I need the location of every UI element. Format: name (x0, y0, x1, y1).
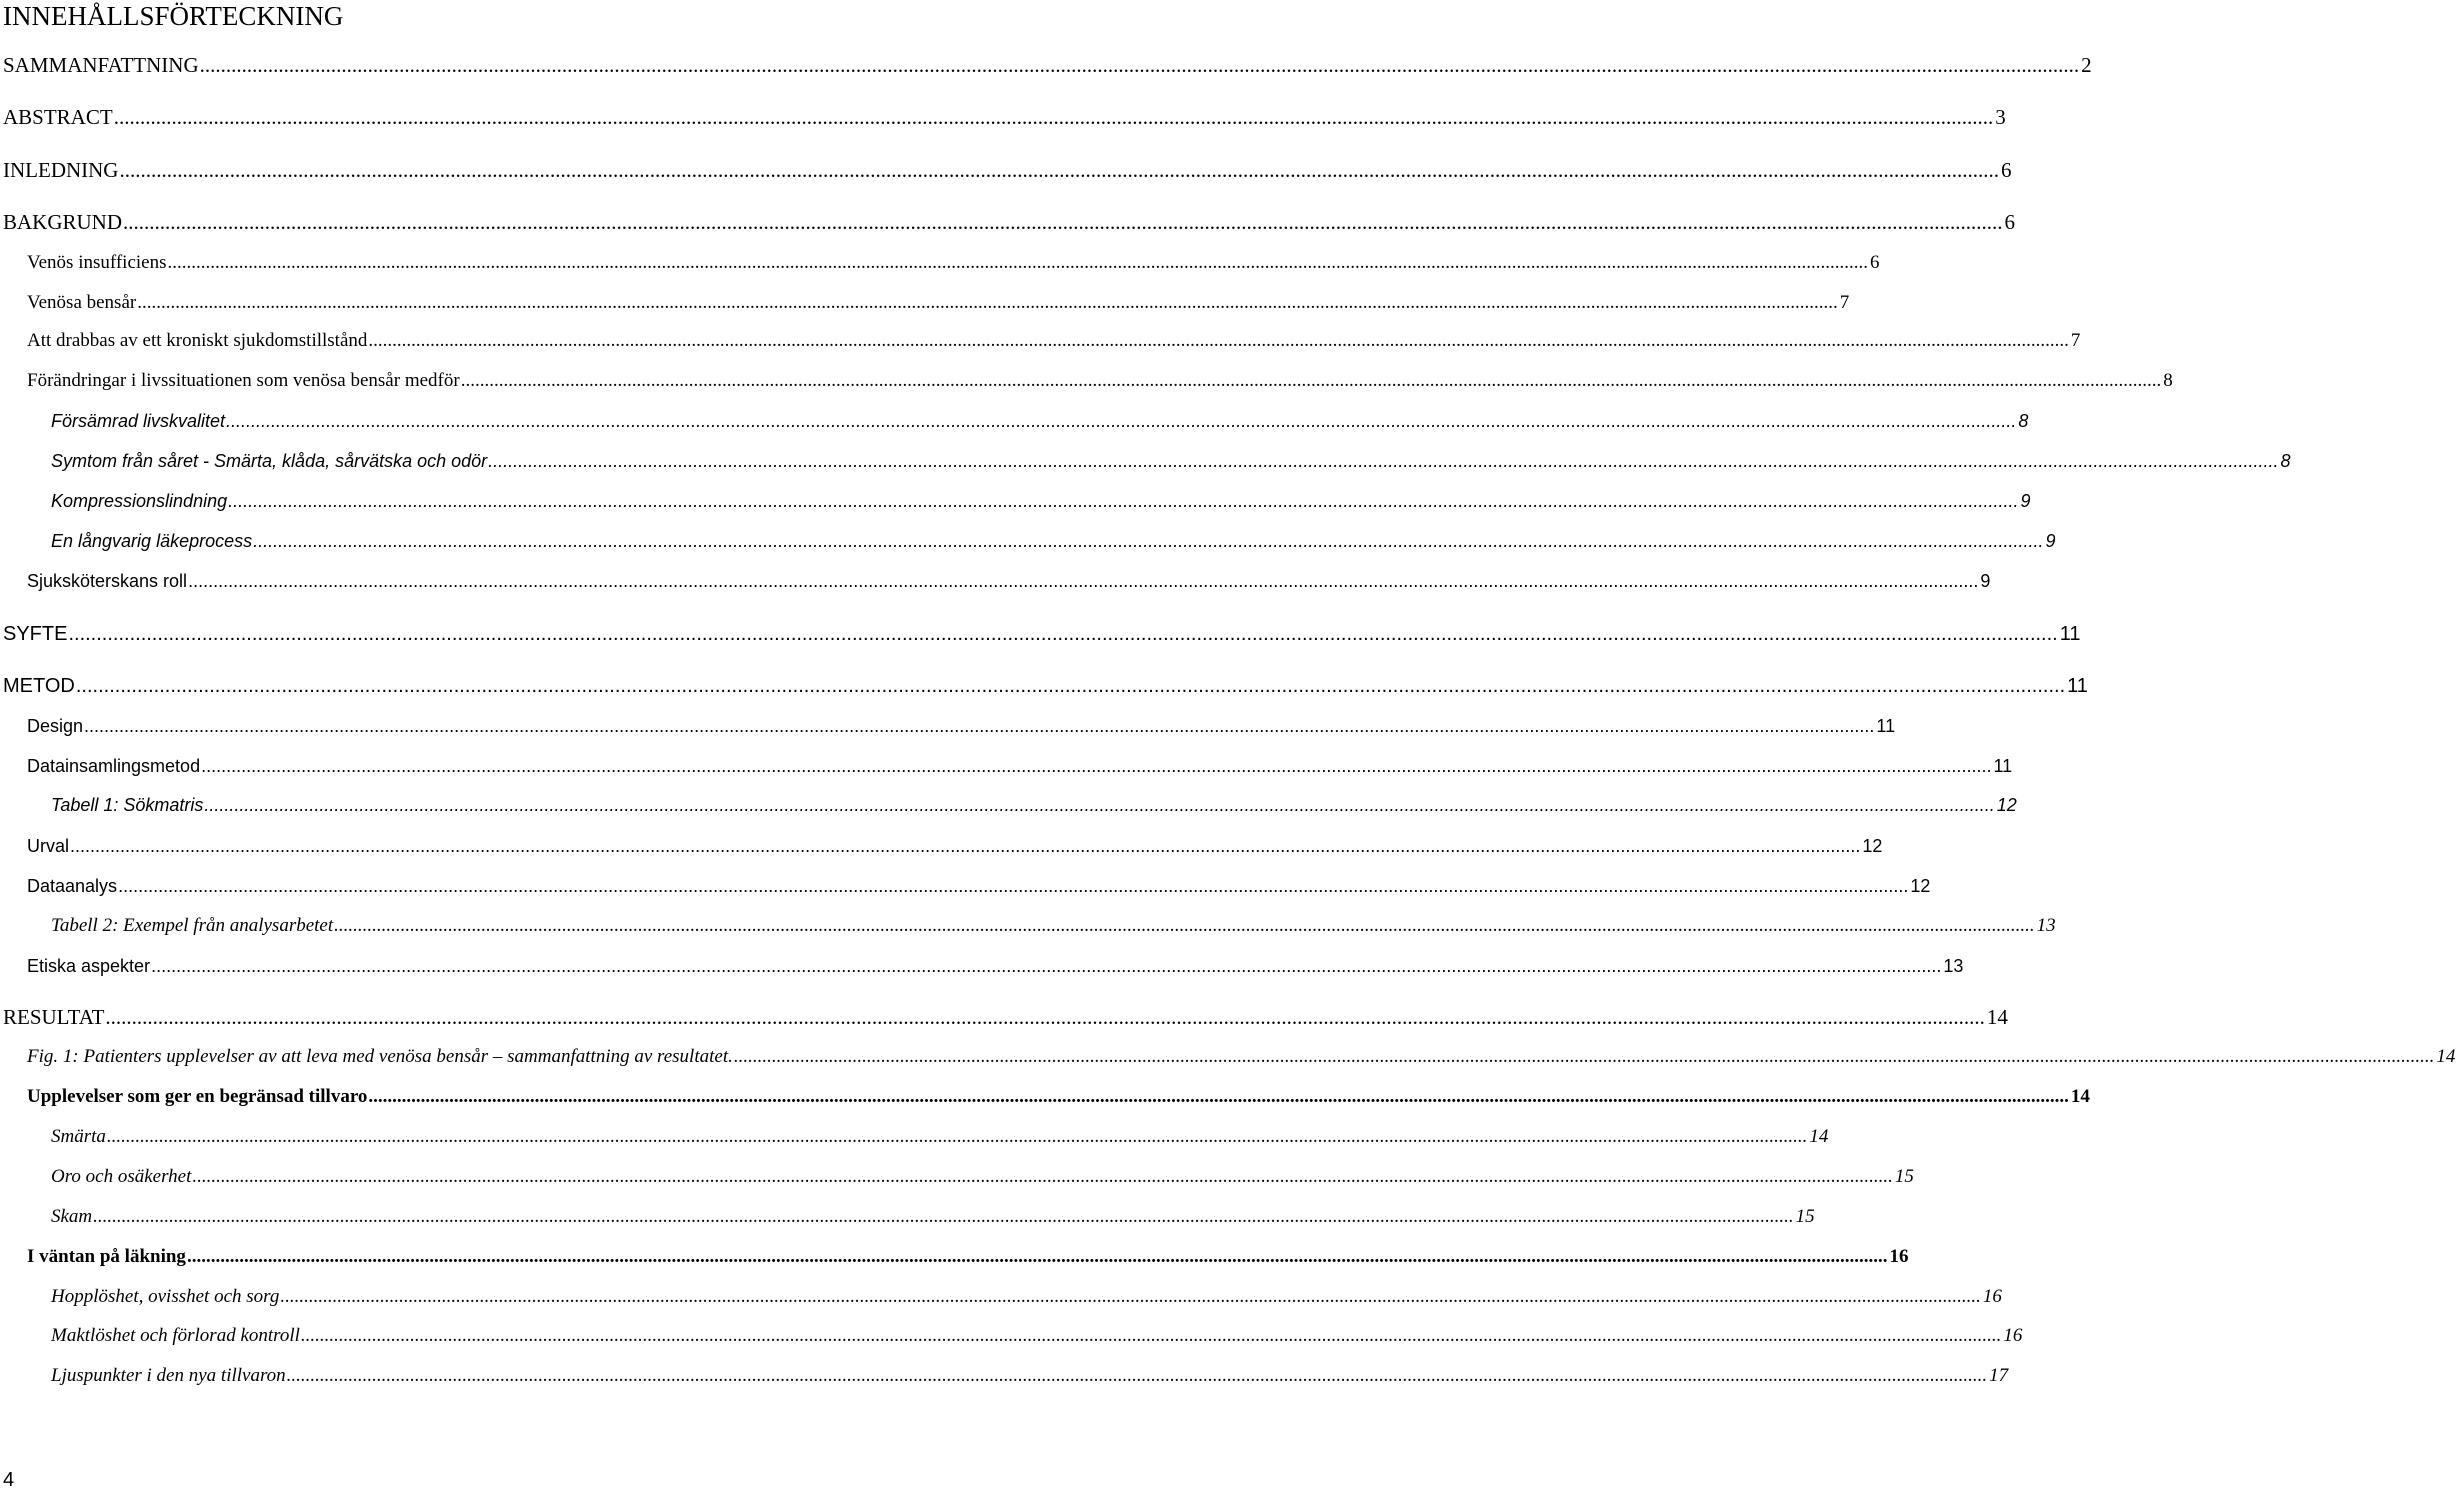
toc-page-number: 17 (1989, 1365, 2009, 1386)
toc-entry-label: METOD (3, 675, 75, 697)
dot-leader (118, 873, 1908, 899)
toc-entry-label: INLEDNING (3, 158, 119, 182)
toc-entry[interactable] (0, 1363, 2009, 1389)
dot-leader (368, 328, 2069, 354)
dot-leader (188, 568, 1978, 594)
toc-page-number: 15 (1894, 1166, 1914, 1187)
toc-entry[interactable] (0, 913, 2056, 939)
dot-leader (76, 673, 2065, 699)
toc-entry[interactable] (0, 328, 2081, 354)
toc-entry-label: Hopplöshet, ovisshet och sorg (51, 1286, 280, 1307)
toc-page-number: 14 (2070, 1086, 2090, 1107)
toc-page-number: 11 (2059, 623, 2081, 645)
toc-entry[interactable] (0, 290, 1850, 316)
toc-page-number: 16 (2003, 1325, 2023, 1346)
toc-page-number: 12 (1862, 836, 1883, 856)
dot-leader (192, 1164, 1893, 1190)
toc-entry[interactable] (0, 209, 2016, 235)
toc-entry-label: ABSTRACT (3, 105, 113, 129)
toc-entry-label: Ljuspunkter i den nya tillvaron (51, 1365, 286, 1386)
toc-page-number: 11 (2067, 675, 2088, 697)
toc-entry-label: I väntan på läkning (27, 1246, 186, 1267)
dot-leader (105, 1004, 1985, 1030)
dot-leader (137, 290, 1838, 316)
toc-page-number: 12 (1910, 876, 1931, 896)
toc-entry-label: RESULTAT (3, 1005, 105, 1029)
toc-page-number: 11 (1993, 756, 2013, 776)
toc-entry-label: Etiska aspekter (27, 956, 151, 976)
toc-entry[interactable] (0, 448, 2291, 474)
toc-page-number: 14 (1986, 1005, 2008, 1029)
toc-entry-label: Smärta (51, 1126, 106, 1147)
toc-entry-label: Venösa bensår (27, 292, 137, 313)
toc-page-number: 15 (1795, 1206, 1815, 1227)
toc-entry[interactable] (0, 528, 2056, 554)
toc-page-number: 6 (1870, 252, 1880, 273)
dot-leader (287, 1363, 1988, 1389)
toc-page-number: 9 (1980, 571, 1991, 591)
toc-page-number: 9 (2045, 531, 2056, 551)
toc-page-number: 7 (1839, 292, 1850, 313)
toc-page-number: 13 (1943, 956, 1964, 976)
toc-entry[interactable] (0, 104, 2006, 130)
toc-entry[interactable] (0, 1044, 2456, 1070)
toc-page-number: 2 (2081, 53, 2092, 77)
toc-entry[interactable] (0, 1124, 1829, 1150)
toc-entry-label: Kompressionslindning (51, 491, 228, 511)
toc-entry[interactable] (0, 713, 1896, 739)
toc-entry-label: Symtom från såret - Smärta, klåda, sårvätska och odör (51, 451, 488, 471)
toc-page-number: 8 (2018, 411, 2029, 431)
dot-leader (70, 833, 1860, 859)
toc-entry-label: SAMMANFATTNING (3, 53, 199, 77)
toc-entry-label: SYFTE (3, 623, 68, 645)
dot-leader (461, 368, 2162, 394)
toc-entry-label: Tabell 2: Exempel från analysarbetet (51, 915, 334, 936)
toc-entry[interactable] (0, 488, 2031, 514)
dot-leader (151, 953, 1941, 979)
toc-entry[interactable] (0, 1084, 2090, 1110)
dot-leader (93, 1204, 1794, 1230)
toc-page-number: 9 (2020, 491, 2031, 511)
dot-leader (280, 1284, 1981, 1310)
dot-leader (200, 52, 2080, 78)
toc-page-number: 8 (2280, 451, 2291, 471)
toc-entry[interactable] (0, 1323, 2023, 1349)
toc-entry[interactable] (0, 792, 2017, 818)
dot-leader (84, 713, 1874, 739)
dot-leader (201, 753, 1991, 779)
toc-entry[interactable] (0, 250, 1880, 276)
toc-page-number: 16 (1889, 1246, 1909, 1267)
dot-leader (301, 1323, 2002, 1349)
dot-leader (226, 408, 2016, 434)
toc-page-number: 6 (2000, 158, 2012, 182)
toc-entry-label: Design (27, 716, 84, 736)
toc-page-number: 13 (2036, 915, 2056, 936)
toc-entry[interactable] (0, 1164, 1914, 1190)
dot-leader (334, 913, 2035, 939)
page-number: 4 (3, 1469, 15, 1491)
toc-entry-label: Fig. 1: Patienters upplevelser av att leva med venösa bensår – sammanfattning av resultatet. (27, 1046, 733, 1067)
toc-entry[interactable] (0, 157, 2012, 183)
toc-page-number: 6 (2004, 210, 2016, 234)
toc-entry-label: Datainsamlingsmetod (27, 756, 201, 776)
dot-leader (114, 104, 1994, 130)
toc-entry-label: Att drabbas av ett kroniskt sjukdomstillstånd (27, 330, 368, 351)
toc-entry[interactable] (0, 408, 2029, 434)
dot-leader (488, 448, 2278, 474)
toc-entry[interactable] (0, 673, 2088, 699)
dot-leader (734, 1044, 2435, 1070)
toc-page-number: 8 (2163, 370, 2173, 391)
toc-entry[interactable] (0, 368, 2173, 394)
toc-entry[interactable] (0, 1204, 1815, 1230)
toc-entry-label: En långvarig läkeprocess (51, 531, 253, 551)
toc-entry-label: Upplevelser som ger en begränsad tillvaro (27, 1086, 368, 1107)
toc-entry-label: Tabell 1: Sökmatris (51, 795, 204, 815)
toc-page-number: 12 (1996, 795, 2017, 815)
dot-leader (228, 488, 2018, 514)
dot-leader (368, 1084, 2069, 1110)
toc-entry[interactable] (0, 568, 1991, 594)
toc-entry-label: Venös insufficiens (27, 252, 167, 273)
dot-leader (187, 1244, 1888, 1270)
toc-page-number: 7 (2070, 330, 2081, 351)
toc-entry-label: Urval (27, 836, 70, 856)
page-title: INNEHÅLLSFÖRTECKNING (3, 1, 344, 31)
dot-leader (119, 157, 1999, 183)
toc-entry-label: BAKGRUND (3, 210, 123, 234)
toc-entry[interactable] (0, 1244, 1909, 1270)
toc-entry[interactable] (0, 833, 1883, 859)
dot-leader (253, 528, 2043, 554)
toc-entry-label: Maktlöshet och förlorad kontroll (51, 1325, 300, 1346)
toc-entry[interactable] (0, 1004, 2008, 1030)
dot-leader (168, 250, 1869, 276)
toc-entry-label: Försämrad livskvalitet (51, 411, 226, 431)
dot-leader (123, 209, 2003, 235)
toc-page-number: 14 (2436, 1046, 2456, 1067)
dot-leader (107, 1124, 1808, 1150)
toc-entry[interactable] (0, 753, 2013, 779)
dot-leader (68, 621, 2057, 647)
toc-entry-label: Skam (51, 1206, 93, 1227)
toc-entry[interactable] (0, 953, 1964, 979)
toc-page-number: 11 (1876, 716, 1896, 736)
toc-page-number: 16 (1982, 1286, 2002, 1307)
toc-entry-label: Sjuksköterskans roll (27, 571, 188, 591)
dot-leader (204, 792, 1994, 818)
toc-entry[interactable] (0, 52, 2092, 78)
toc-page-number: 14 (1809, 1126, 1829, 1147)
toc-entry-label: Dataanalys (27, 876, 118, 896)
toc-entry-label: Förändringar i livssituationen som venösa bensår medför (27, 370, 460, 391)
toc-entry-label: Oro och osäkerhet (51, 1166, 192, 1187)
toc-entry[interactable] (0, 621, 2081, 647)
toc-entry[interactable] (0, 873, 1931, 899)
toc-page-number: 3 (1995, 105, 2006, 129)
toc-entry[interactable] (0, 1284, 2002, 1310)
